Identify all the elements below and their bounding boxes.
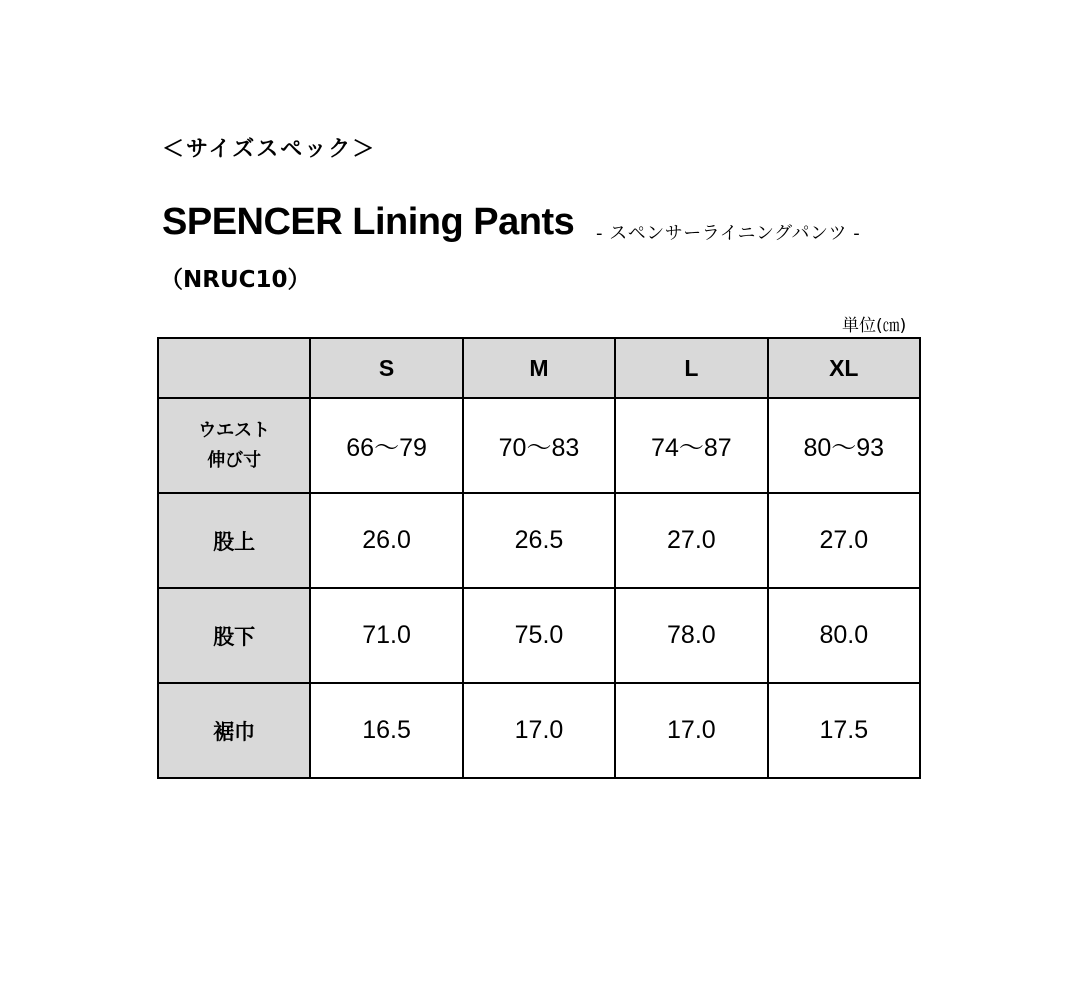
product-name-kana: - スペンサーライニングパンツ - bbox=[596, 223, 861, 244]
table-cell: 27.0 bbox=[768, 493, 920, 588]
table-cell: 80.0 bbox=[768, 588, 920, 683]
row-label-waist-line1: ウエスト bbox=[198, 419, 271, 441]
size-header-l: L bbox=[615, 338, 767, 398]
table-cell: 80～93 bbox=[768, 398, 920, 493]
size-header-m: M bbox=[463, 338, 615, 398]
size-header-xl: XL bbox=[768, 338, 920, 398]
section-heading: ＜サイズスペック＞ bbox=[162, 137, 377, 162]
size-spec-table bbox=[157, 337, 921, 779]
size-header-s: S bbox=[310, 338, 462, 398]
table-cell: 66～79 bbox=[310, 398, 462, 493]
table-header-row bbox=[158, 338, 920, 398]
table-cell: 75.0 bbox=[463, 588, 615, 683]
table-row-waist bbox=[158, 398, 920, 493]
table-cell: 74～87 bbox=[615, 398, 767, 493]
table-cell: 26.0 bbox=[310, 493, 462, 588]
row-label-rise: 股上 bbox=[158, 493, 310, 588]
table-cell: 17.0 bbox=[615, 683, 767, 778]
row-label-waist bbox=[158, 398, 310, 493]
product-code: （NRUC10） bbox=[160, 267, 311, 293]
table-row-hem-width bbox=[158, 683, 920, 778]
table-cell: 17.0 bbox=[463, 683, 615, 778]
unit-label: 単位(㎝) bbox=[842, 316, 907, 336]
table-cell: 27.0 bbox=[615, 493, 767, 588]
table-cell: 17.5 bbox=[768, 683, 920, 778]
table-cell: 71.0 bbox=[310, 588, 462, 683]
table-cell: 26.5 bbox=[463, 493, 615, 588]
row-label-inseam: 股下 bbox=[158, 588, 310, 683]
row-label-waist-line2: 伸び寸 bbox=[207, 449, 262, 471]
table-cell: 16.5 bbox=[310, 683, 462, 778]
table-cell: 70～83 bbox=[463, 398, 615, 493]
row-label-hem-width: 裾巾 bbox=[158, 683, 310, 778]
table-cell: 78.0 bbox=[615, 588, 767, 683]
table-row-inseam bbox=[158, 588, 920, 683]
table-row-rise bbox=[158, 493, 920, 588]
table-corner-cell bbox=[158, 338, 310, 398]
product-name: SPENCER Lining Pants bbox=[162, 201, 575, 243]
